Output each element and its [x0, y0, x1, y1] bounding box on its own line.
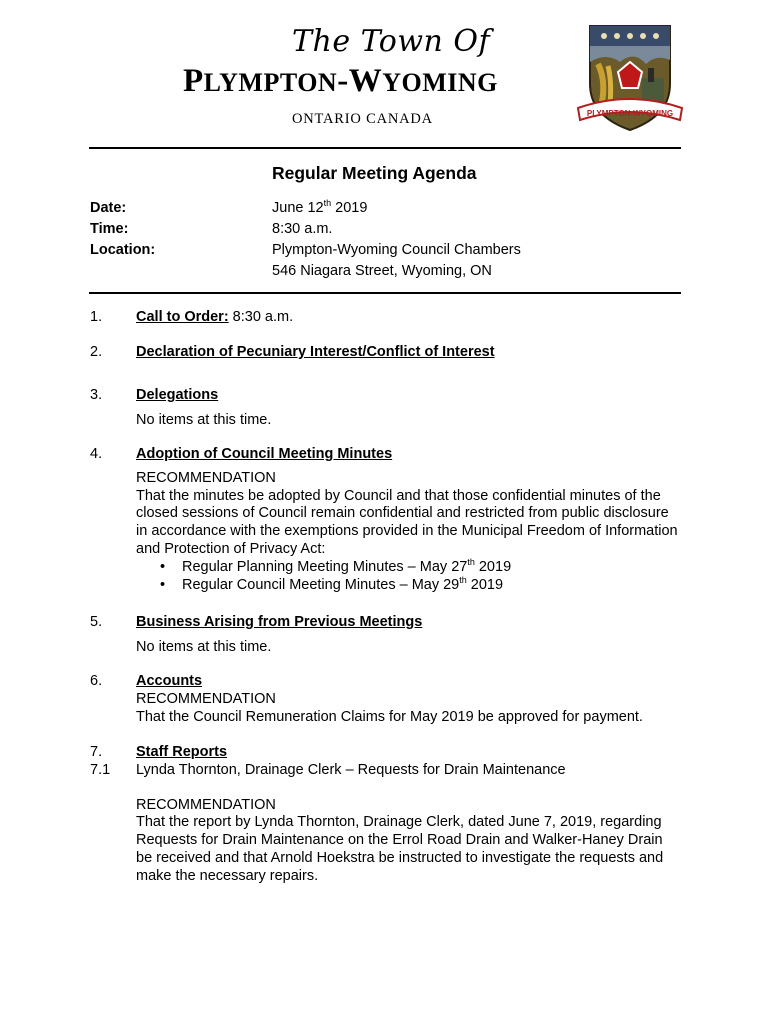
item-1	[136, 309, 681, 327]
item-6-heading: Accounts	[136, 673, 203, 689]
item-4-minutes-list	[136, 556, 681, 595]
bullet-2-year: 2019	[466, 576, 504, 593]
date-label: Date:	[90, 200, 127, 216]
location-label: Location:	[90, 242, 156, 258]
date-value	[272, 200, 367, 216]
location-line1: Plympton-Wyoming Council Chambers	[272, 242, 521, 258]
item-7-text: That the report by Lynda Thornton, Drainage Clerk, dated June 7, 2019, regarding Requests for Drain Maintenance on the Errol Road Drain and Walker-Haney Drain be received and that Arnold Hoekstra be instructed to investigate the requests and make the necessary repairs.	[136, 814, 664, 884]
item-5-heading: Business Arising from Previous Meetings	[136, 614, 423, 630]
date-year: 2019	[331, 200, 368, 216]
page-title: Regular Meeting Agenda	[272, 163, 477, 183]
item-7-number: 7.	[90, 744, 103, 760]
item-6-recommendation: RECOMMENDATION	[136, 690, 276, 707]
time-label: Time:	[90, 221, 129, 237]
country-label: ONTARIO CANADA	[292, 111, 433, 127]
time-value: 8:30 a.m.	[272, 221, 333, 237]
header-script-title: The Town Of	[292, 24, 491, 59]
item-3	[136, 387, 681, 430]
item-1-number: 1.	[90, 309, 103, 325]
header-divider	[89, 147, 681, 149]
item-1-heading: Call to Order:	[136, 309, 229, 325]
date-sup: th	[323, 198, 332, 209]
item-5-number: 5.	[90, 614, 103, 630]
date-main: June 12	[272, 200, 324, 216]
item-6-number: 6.	[90, 673, 103, 689]
item-7-1-number: 7.1	[90, 762, 111, 778]
list-item	[160, 574, 681, 595]
item-2-heading: Declaration of Pecuniary Interest/Conflict of Interest	[136, 344, 495, 360]
town-name	[183, 63, 498, 100]
bullet-1-sup: th	[467, 556, 475, 567]
item-2-number: 2.	[90, 344, 103, 360]
item-7-heading: Staff Reports	[136, 744, 228, 760]
item-1-text: 8:30 a.m.	[228, 309, 294, 325]
item-4	[136, 446, 681, 594]
town-name-p: P	[183, 63, 204, 99]
bullet-2-text: Regular Council Meeting Minutes – May 29	[182, 576, 460, 593]
item-5-text: No items at this time.	[136, 638, 272, 655]
item-5	[136, 614, 681, 657]
crest-banner-text: PLYMPTON-WYOMING	[586, 109, 674, 118]
item-4-heading: Adoption of Council Meeting Minutes	[136, 446, 393, 462]
town-name-w: -W	[337, 63, 383, 99]
item-4-text: That the minutes be adopted by Council and that those confidential minutes of the closed sessions of Council remain confidential and restricted from public disclosure in accordance with the exemptions provided in the Municipal Freedom of Information and Protection of Privacy Act:	[136, 487, 678, 557]
item-6-text: That the Council Remuneration Claims for May 2019 be approved for payment.	[136, 708, 643, 725]
item-7-recommendation: RECOMMENDATION	[136, 796, 276, 813]
bullet-1-year: 2019	[474, 558, 512, 575]
item-4-recommendation: RECOMMENDATION	[136, 469, 276, 486]
item-2	[136, 344, 681, 362]
bullet-1-text: Regular Planning Meeting Minutes – May 27	[182, 558, 468, 575]
bullet-2-sup: th	[459, 574, 467, 585]
list-item	[160, 556, 681, 577]
meta-divider	[89, 292, 681, 294]
item-3-number: 3.	[90, 387, 103, 403]
item-4-number: 4.	[90, 446, 103, 462]
town-name-lympton: LYMPTON	[203, 68, 338, 97]
item-6	[136, 673, 681, 726]
item-7-1-title: Lynda Thornton, Drainage Clerk – Requests for Drain Maintenance	[136, 761, 566, 778]
town-name-yoming: YOMING	[382, 68, 498, 97]
town-crest-icon	[576, 20, 684, 138]
item-7	[136, 744, 681, 886]
item-3-text: No items at this time.	[136, 411, 272, 428]
item-3-heading: Delegations	[136, 387, 219, 403]
location-line2: 546 Niagara Street, Wyoming, ON	[272, 263, 492, 279]
